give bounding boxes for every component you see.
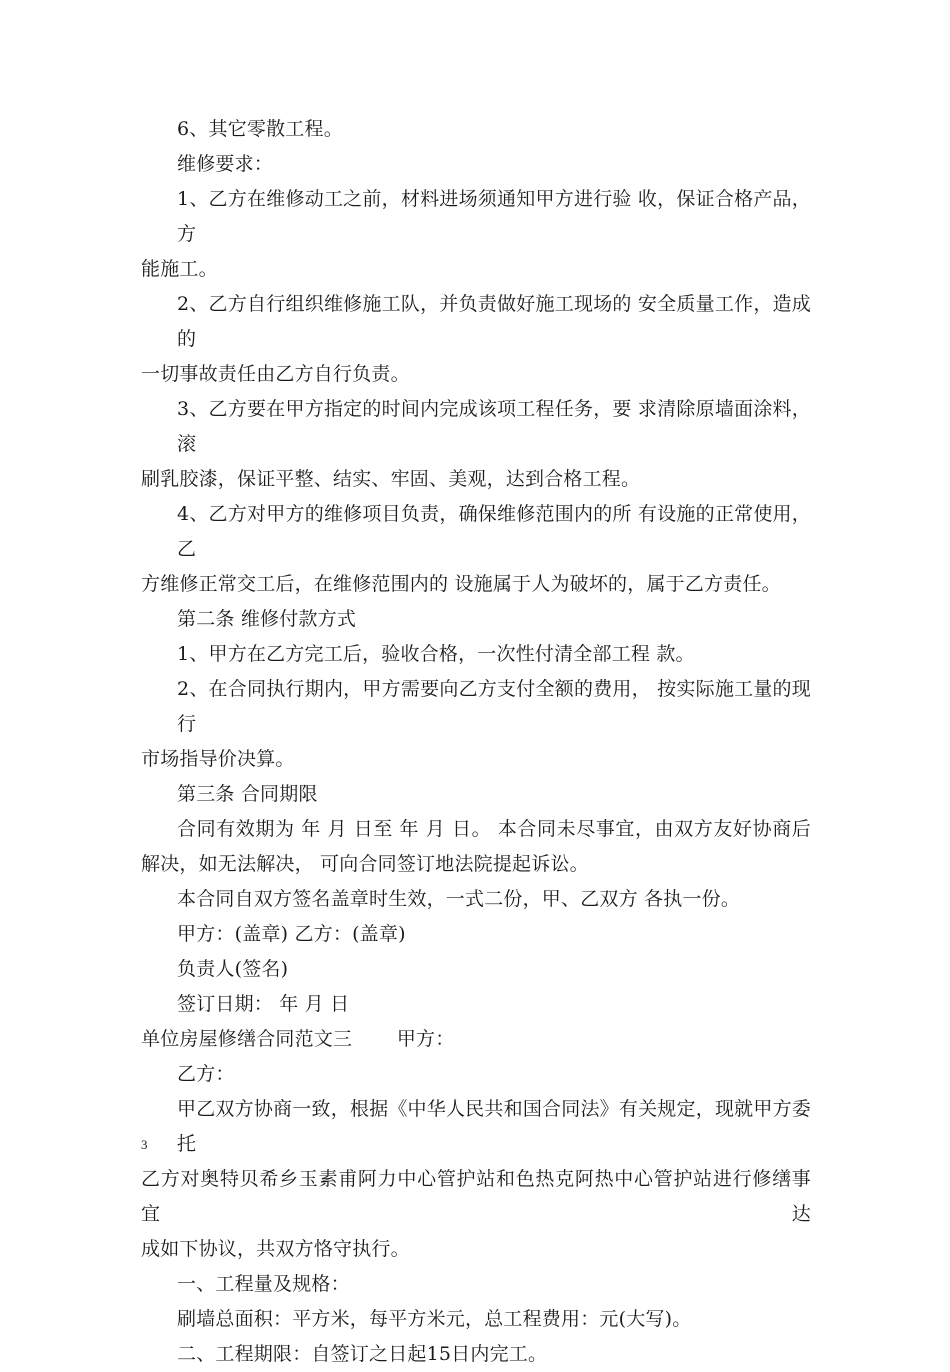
text-line: 2、乙方自行组织维修施工队，并负责做好施工现场的 安全质量工作，造成的: [177, 293, 811, 350]
text-line: 本合同自双方签名盖章时生效，一式二份，甲、乙双方 各执一份。: [177, 888, 741, 910]
section-heading: [141, 147, 811, 182]
text-line: 第二条 维修付款方式: [177, 608, 357, 630]
signature-line: [141, 917, 811, 952]
text-line: 刷墙总面积：平方米，每平方米元，总工程费用：元(大写)。: [177, 1308, 692, 1330]
text-line: 方维修正常交工后，在维修范围内的 设施属于人为破坏的，属于乙方责任。: [141, 573, 781, 595]
page-number: 3: [141, 1137, 148, 1152]
paragraph: [141, 112, 811, 147]
text-line: 合同有效期为 年 月 日至 年 月 日。 本合同未尽事宜，由双方友好协商后: [177, 818, 811, 840]
text-line: 一切事故责任由乙方自行负责。: [141, 363, 410, 385]
text-line: 签订日期： 年 月 日: [177, 993, 350, 1015]
section-heading: [141, 1267, 811, 1302]
paragraph: [141, 882, 811, 917]
text-line: 甲方：(盖章) 乙方：(盖章): [177, 923, 406, 945]
text-line: 1、乙方在维修动工之前，材料进场须通知甲方进行验 收，保证合格产品，方: [177, 188, 811, 245]
text-line: 3、乙方要在甲方指定的时间内完成该项工程任务，要 求清除原墙面涂料，滚: [177, 398, 811, 455]
paragraph: [141, 1337, 811, 1372]
text-line: 二、工程期限：自签订之日起15日内完工。: [177, 1343, 548, 1365]
text-line: 能施工。: [141, 258, 218, 280]
text-line: 刷乳胶漆，保证平整、结实、牢固、美观，达到合格工程。: [141, 468, 641, 490]
section-title: [141, 1022, 811, 1057]
text-line: 一、工程量及规格：: [177, 1273, 350, 1295]
paragraph: [141, 392, 811, 497]
paragraph: [141, 672, 811, 777]
paragraph: [141, 1302, 811, 1337]
date-line: [141, 987, 811, 1022]
text-line: 成如下协议，共双方恪守执行。: [141, 1238, 410, 1260]
section-heading: [141, 602, 811, 637]
document-body: [141, 112, 811, 1372]
text-line: 甲乙双方协商一致，根据《中华人民共和国合同法》有关规定，现就甲方委托: [177, 1098, 811, 1155]
signature-line: [141, 952, 811, 987]
text-line: 6、其它零散工程。: [177, 118, 343, 140]
text-line: 2、在合同执行期内，甲方需要向乙方支付全额的费用， 按实际施工量的现行: [177, 678, 811, 735]
paragraph: [141, 637, 811, 672]
paragraph: [141, 497, 811, 602]
text-line: 负责人(签名): [177, 958, 289, 980]
text-line: 解决，如无法解决， 可向合同签订地法院提起诉讼。: [141, 853, 589, 875]
paragraph: [141, 287, 811, 392]
text-line: 乙方：: [177, 1063, 235, 1085]
section-heading: [141, 777, 811, 812]
text-line: 单位房屋修缮合同范文三 甲方：: [141, 1028, 455, 1050]
text-line: 市场指导价决算。: [141, 748, 295, 770]
text-line: 4、乙方对甲方的维修项目负责，确保维修范围内的所 有设施的正常使用，乙: [177, 503, 811, 560]
text-line: 乙方对奥特贝希乡玉素甫阿力中心管护站和色热克阿热中心管护站进行修缮事宜达: [141, 1168, 811, 1225]
paragraph: [141, 1057, 811, 1092]
text-line: 维修要求：: [177, 153, 274, 175]
paragraph: [141, 182, 811, 287]
text-line: 第三条 合同期限: [177, 783, 318, 805]
paragraph: [141, 1092, 811, 1267]
text-line: 1、甲方在乙方完工后，验收合格，一次性付清全部工程 款。: [177, 643, 695, 665]
paragraph: [141, 812, 811, 882]
